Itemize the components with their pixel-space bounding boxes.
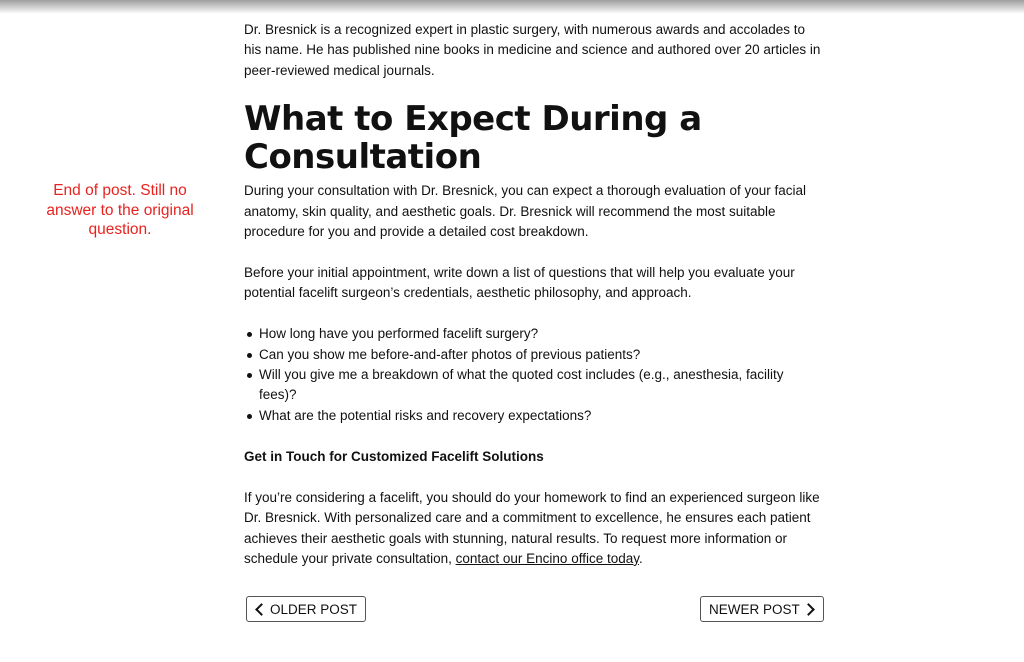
annotation-note: End of post. Still no answer to the original question. <box>46 182 194 238</box>
closing-paragraph <box>244 488 822 570</box>
closing-period: . <box>639 550 643 566</box>
chevron-left-icon <box>255 603 268 616</box>
chevron-right-icon <box>802 603 815 616</box>
article-content <box>244 20 822 569</box>
closing-text: If you’re considering a facelift, you should do your homework to find an experienced surgeon like Dr. Bresnick. With personalized care and a commitment to excellence, he ensures each patient achieves their aesthetic goals with stunning, natural results. To request more information or schedule your private consultation, <box>244 489 820 566</box>
top-edge-shadow <box>0 0 1024 14</box>
list-item: Will you give me a breakdown of what the quoted cost includes (e.g., anesthesia, facility fees)? <box>259 365 822 406</box>
older-post-button[interactable] <box>246 596 366 622</box>
list-item: Can you show me before-and-after photos of previous patients? <box>259 345 822 365</box>
contact-subheading: Get in Touch for Customized Facelift Solutions <box>244 448 544 464</box>
older-post-label: OLDER POST <box>270 601 358 617</box>
intro-paragraph: Dr. Bresnick is a recognized expert in plastic surgery, with numerous awards and accolades to his name. He has published nine books in medicine and science and authored over 20 articles in peer-reviewed medical journals. <box>244 22 821 78</box>
list-item: How long have you performed facelift surgery? <box>259 324 822 344</box>
consultation-paragraph: During your consultation with Dr. Bresnick, you can expect a thorough evaluation of your facial anatomy, skin quality, and aesthetic goals. Dr. Bresnick will recommend the most suitable procedure for you and provide a detailed cost breakdown. <box>244 183 807 240</box>
newer-post-label: NEWER POST <box>709 601 800 617</box>
newer-post-button[interactable] <box>700 596 824 622</box>
questions-list <box>244 324 822 426</box>
questions-intro-paragraph: Before your initial appointment, write down a list of questions that will help you evaluate your potential facelift surgeon’s credentials, aesthetic philosophy, and approach. <box>244 264 795 301</box>
section-heading: What to Expect During a Consultation <box>244 99 702 178</box>
contact-office-link[interactable]: contact our Encino office today <box>455 550 639 566</box>
list-item: What are the potential risks and recovery expectations? <box>259 406 822 426</box>
